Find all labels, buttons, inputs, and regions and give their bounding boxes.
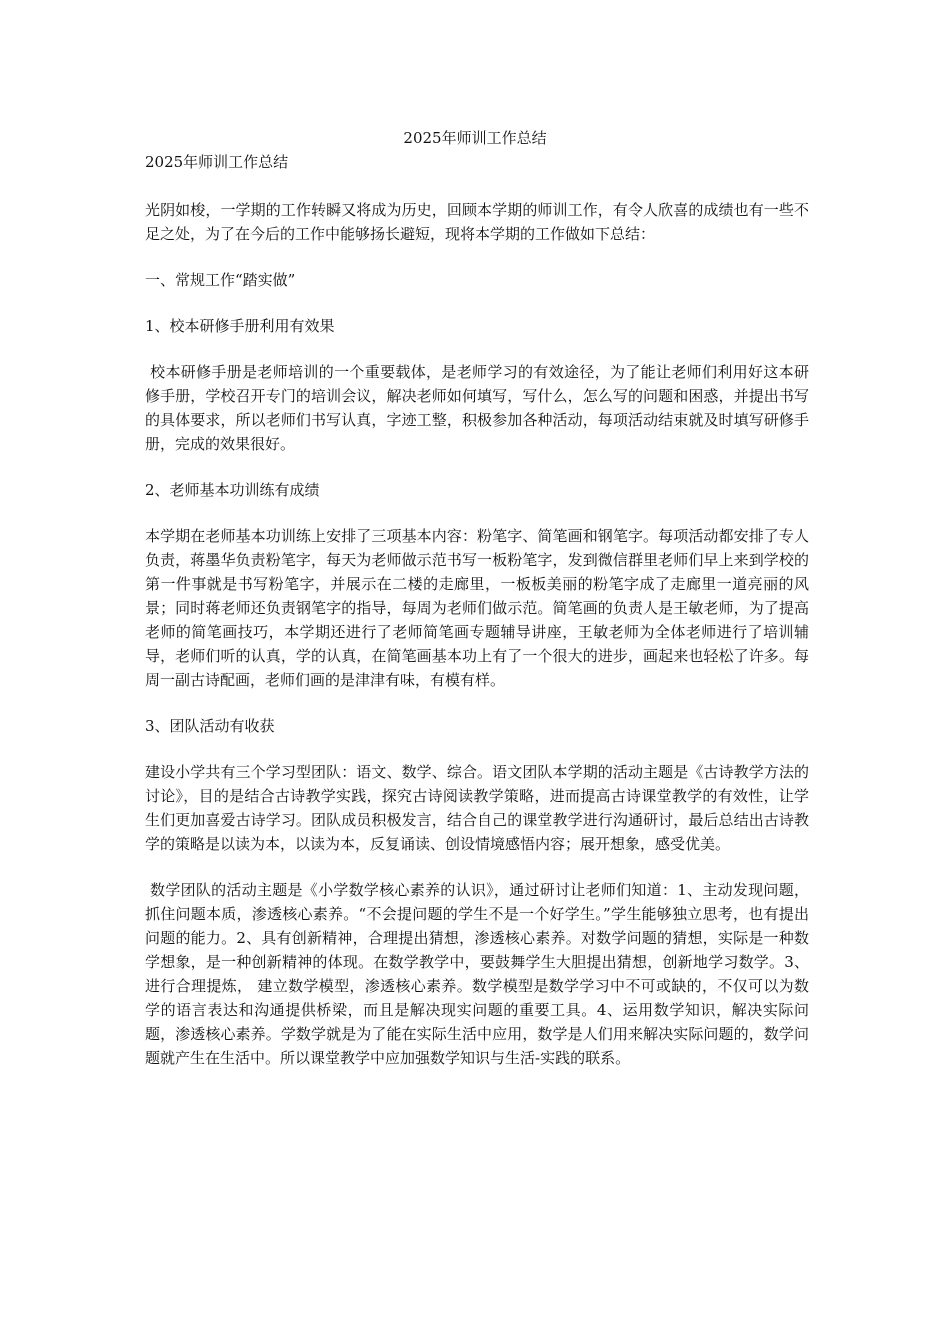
intro-paragraph: 光阴如梭，一学期的工作转瞬又将成为历史，回顾本学期的师训工作，有令人欣喜的成绩也有一些不足之处，为了在今后的工作中能够扬长避短，现将本学期的工作做如下总结： [145, 201, 809, 243]
item-2-paragraph: 本学期在老师基本功训练上安排了三项基本内容：粉笔字、简笔画和钢笔字。每项活动都安排了专人负责，蒋墨华负责粉笔字，每天为老师做示范书写一板粉笔字，发到微信群里老师们早上来到学校的第一件事就是书写粉笔字，并展示在二楼的走廊里，一板板美丽的粉笔字成了走廊里一道亮丽的风景；同时蒋老师还负责钢笔字的指导，每周为老师们做示范。简笔画的负责人是王敏老师，为了提高老师的简笔画技巧，本学期还进行了老师简笔画专题辅导讲座，王敏老师为全体老师进行了培训辅导，老师们听的认真，学的认真，在简笔画基本功上有了一个很大的进步，画起来也轻松了许多。每周一副古诗配画，老师们画的是津津有味，有模有样。 [145, 527, 809, 689]
page-title: 2025年师训工作总结 [403, 129, 547, 147]
item-2-heading: 2、老师基本功训练有成绩 [145, 481, 320, 499]
item-1-heading: 1、校本研修手册利用有效果 [145, 317, 335, 335]
item-3-heading: 3、团队活动有收获 [145, 717, 275, 735]
item-3-paragraph-2: 数学团队的活动主题是《小学数学核心素养的认识》，通过研讨让老师们知道：1、主动发现问题，抓住问题本质，渗透核心素养。“不会提问题的学生不是一个好学生。”学生能够独立思考，也有提出问题的能力。2、具有创新精神，合理提出猜想，渗透核心素养。对数学问题的猜想，实际是一种数学想象，是一种创新精神的体现。在数学教学中，要鼓舞学生大胆提出猜想，创新地学习数学。3、进行合理提炼， 建立数学模型，渗透核心素养。数学模型是数学学习中不可或缺的，不仅可以为数学的语言表达和沟通提供桥梁，而且是解决现实问题的重要工具。4、运用数学知识，解决实际问题，渗透核心素养。学数学就是为了能在实际生活中应用，数学是人们用来解决实际问题的，数学问题就产生在生活中。所以课堂教学中应加强数学知识与生活-实践的联系。 [145, 881, 809, 1067]
item-3-paragraph-1: 建设小学共有三个学习型团队：语文、数学、综合。语文团队本学期的活动主题是《古诗教学方法的讨论》，目的是结合古诗教学实践，探究古诗阅读教学策略，进而提高古诗课堂教学的有效性，让学生们更加喜爱古诗学习。团队成员积极发言，结合自己的课堂教学进行沟通研讨，最后总结出古诗教学的策略是以读为本，以读为本，反复诵读、创设情境感悟内容；展开想象，感受优美。 [145, 763, 809, 853]
section-1-heading: 一、常规工作“踏实做” [145, 271, 296, 289]
document-body [145, 150, 809, 1070]
document-subtitle: 2025年师训工作总结 [145, 153, 289, 171]
item-1-paragraph: 校本研修手册是老师培训的一个重要载体，是老师学习的有效途径，为了能让老师们利用好这本研修手册，学校召开专门的培训会议，解决老师如何填写，写什么，怎么写的问题和困惑，并提出书写的具体要求，所以老师们书写认真，字迹工整，积极参加各种活动，每项活动结束就及时填写研修手册，完成的效果很好。 [145, 363, 809, 453]
